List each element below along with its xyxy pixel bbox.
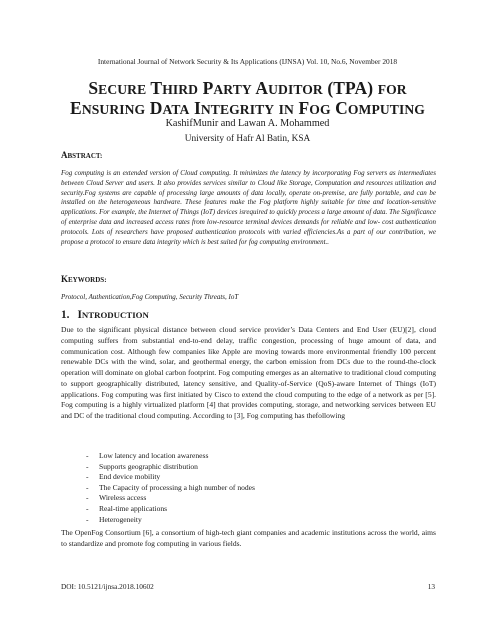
- paper-title: [50, 79, 445, 119]
- list-item: - Real-time applications: [86, 503, 168, 513]
- title-word: INTEGRITY: [193, 98, 275, 118]
- page-number: 13: [427, 582, 435, 591]
- title-word: FOG: [298, 98, 331, 118]
- title-word: THIRD: [150, 78, 199, 98]
- feature-list: [86, 451, 426, 525]
- section-heading-introduction: 1. INTRODUCTION: [61, 309, 149, 321]
- title-line-2: [50, 99, 445, 119]
- list-item: - Wireless access: [86, 493, 147, 503]
- title-word: ENSURING: [70, 98, 146, 118]
- list-item: - Supports geographic distribution: [86, 461, 198, 471]
- list-item: - Heterogeneity: [86, 514, 142, 524]
- abstract-heading: ABSTRACT:: [61, 150, 103, 160]
- title-word: FOR: [377, 82, 407, 97]
- list-item: - End device mobility: [86, 472, 161, 482]
- title-line-1: [50, 79, 445, 99]
- title-word: IN: [278, 102, 294, 117]
- keywords-heading: KEYWORDS:: [61, 274, 107, 284]
- list-item: - Low latency and location awareness: [86, 451, 209, 460]
- intro-paragraph: Due to the significant physical distance between cloud service provider’s Data Centers and End User (EU)[2], cloud computing suffers from substantial end-to-end delay, traffic congestion, processing of huge amount of data, and communication cost. Although few companies like Apple are moving towards more environmental friendly 100 percent renewable DCs with the wind, solar, and geothermal energy, the carbon emission from DCs due to the round-the-clock operation will dominate on global carbon footprint. Fog computing emerges as an alternative to traditional cloud computing to support geographically distributed, latency sensitive, and Quality-of-Service (QoS)-aware Internet of Things (IoT) applications. Fog computing was first initiated by Cisco to extend the cloud computing to the edge of a network as per [5]. Fog computing is a highly virtualized platform [4] that provides computing, storage, and networking services between EU and DC of the traditional cloud computing. According to [3], Fog computing has thefollowing: [61, 325, 436, 420]
- title-word: SECURE: [88, 78, 147, 98]
- title-word: AUDITOR: [255, 78, 323, 98]
- abstract-text: Fog computing is an extended version of Cloud computing. It minimizes the latency by incorporating Fog servers as intermediates between Cloud Server and users. It also provides services similar to Cloud like Storage, Computation and resources utilization and security.Fog systems are capable of processing large amounts of data locally, operate on-premise, are fully portable, and can be installed on the heterogeneous hardware. These features make the Fog platform highly suitable for time and location-sensitive applications. For example, the Internet of Things (IoT) devices isrequired to quickly process a large amount of data. The Significance of enterprise data and increased access rates from low-resource terminal devices demands for reliable and low- cost authentication protocols. Lots of researchers have proposed authentication protocols with varied efficiencies.As a part of our contribution, we propose a protocol to ensure data integrity which is best suited for fog computing environment..: [61, 169, 436, 246]
- title-word: COMPUTING: [335, 98, 425, 118]
- title-word: PARTY: [202, 78, 252, 98]
- title-word: (TPA): [327, 78, 374, 98]
- affiliation: University of Hafr Al Batin, KSA: [184, 134, 311, 144]
- authors: KashifMunir and Lawan A. Mohammed: [165, 118, 330, 129]
- closing-paragraph: The OpenFog Consortium [6], a consortium of high-tech giant companies and academic institutions across the world, aims to standardize and promote fog computing in various fields.: [61, 528, 436, 548]
- journal-header: International Journal of Network Security & Its Applications (IJNSA) Vol. 10, No.6, November 2018: [97, 57, 398, 66]
- list-item: - The Capacity of processing a high number of nodes: [86, 482, 255, 492]
- title-word: DATA: [149, 98, 190, 118]
- footer-doi: DOI: 10.5121/ijnsa.2018.10602: [61, 582, 154, 591]
- keywords-text: Protocol, Authentication,Fog Computing, Security Threats, IoT: [61, 293, 239, 301]
